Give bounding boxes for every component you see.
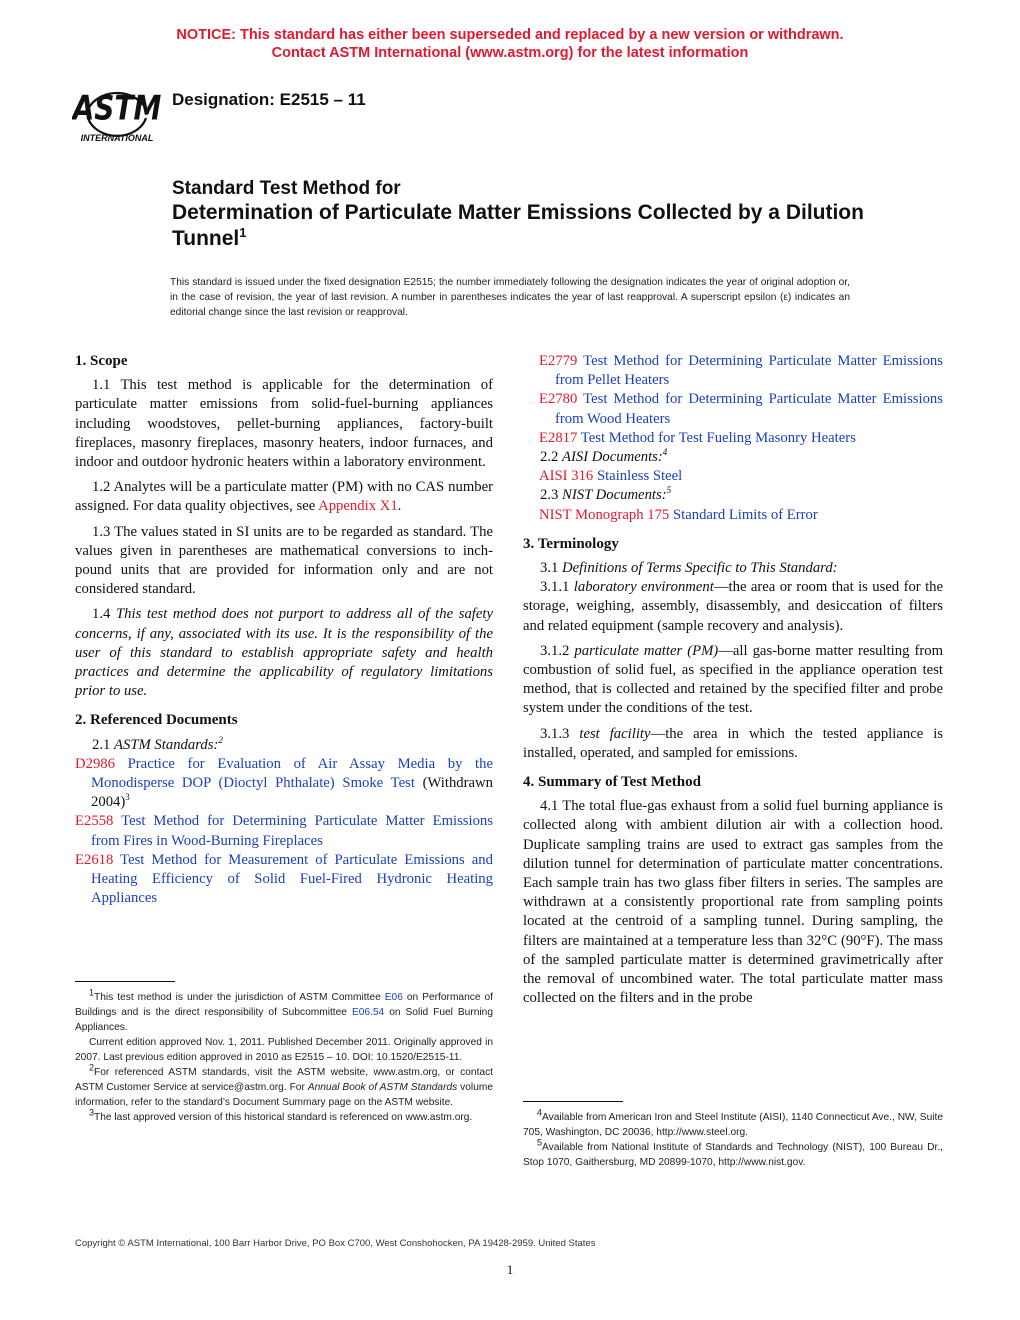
ref-code-d2986[interactable]: D2986: [75, 755, 115, 772]
section-4-heading: 4. Summary of Test Method: [523, 774, 701, 791]
title-line-2: Determination of Particulate Matter Emissions Collected by a Dilution Tunnel: [172, 201, 864, 250]
astm-standards-label: 2.1 ASTM Standards:$^2$: [92, 734, 223, 753]
ref-title-e2618[interactable]: Test Method for Measurement of Particulate Emissions and Heating Efficiency of Solid Fuel-Fired Hydronic Heating Appliances: [91, 851, 493, 907]
footnotes-left: [75, 987, 494, 1125]
notice-line-1: NOTICE: This standard has either been superseded and replaced by a new version or withdrawn.: [176, 27, 844, 43]
astm-logo-icon: [72, 74, 162, 144]
title-main: [172, 200, 872, 252]
ref-code-e2780[interactable]: E2780: [539, 391, 578, 408]
ref-title-e2779[interactable]: Test Method for Determining Particulate Matter Emissions from Pellet Heaters: [555, 353, 943, 389]
para-4-1: 4.1 The total flue-gas exhaust from a solid fuel burning appliance is collected along with ambient dilution air with a collection hood. Duplicate sampling trains are used to extract gas samples from the dilution tunnel for determination of particulate matter concentrations. Each sample train has two glass fiber filters in series. The samples are withdrawn at a consistently proportional rate from sampling points located at the centroid of a sampling tunnel. During sampling, the filters are maintained at a temperature less than 32°C (90°F). The mass of the sampled particulate matter is determined gravimetrically after the removal of uncombined water. The total particulate matter mass collected on the filters and in the probe: [523, 798, 943, 1007]
designation: Designation: E2515 – 11: [172, 90, 366, 109]
para-1-3: 1.3 The values stated in SI units are to be regarded as standard. The values given in parentheses are mathematical conversions to inch-pound units that are provided for information only and are not considered standard.: [75, 523, 493, 598]
ref-code-aisi-316[interactable]: AISI 316: [539, 468, 594, 485]
left-column: [75, 352, 493, 908]
ref-code-e2558[interactable]: E2558: [75, 813, 114, 830]
issuance-statement: This standard is issued under the fixed designation E2515; the number immediately following the designation indicates the year of original adoption or, in the case of revision, the year of last revision. A number in parentheses indicates the year of last reapproval. A superscript epsilon (ε) indicates an editorial change since the last revision or reapproval.: [170, 277, 850, 318]
nist-documents-label: 2.3 NIST Documents:$^5$: [540, 485, 672, 504]
appendix-x1-link[interactable]: Appendix X1: [318, 498, 398, 515]
ref-e2558: [75, 812, 493, 850]
para-1-4: 1.4 This test method does not purport to address all of the safety concerns, if any, associated with its use. It is the responsibility of the user of this standard to establish appropriate safety and health practices and determine the applicability of regulatory limitations prior to use.: [75, 606, 494, 700]
ref-code-e2618[interactable]: E2618: [75, 851, 114, 868]
ref-e2817: [523, 429, 943, 448]
footnote-rule-left: [75, 981, 175, 982]
ref-title-e2817[interactable]: Test Method for Test Fueling Masonry Heaters: [580, 429, 856, 446]
ref-title-aisi-316[interactable]: Stainless Steel: [596, 468, 683, 485]
footnote-3: $^3$The last approved version of this historical standard is referenced on www.astm.org.: [89, 1107, 473, 1123]
ref-title-nist-175[interactable]: Standard Limits of Error: [672, 506, 818, 523]
supersede-notice: [0, 26, 1020, 62]
ref-aisi-316: [523, 467, 943, 486]
title-footnote-mark[interactable]: 1: [239, 225, 247, 240]
footnote-1: $^1$This test method is under the jurisdiction of ASTM Committee E06 on Performance of Buildings and is the direct responsibility of Subcommittee E06.54 on Solid Fuel Burning Appliances.: [75, 987, 494, 1033]
section-3-heading: 3. Terminology: [523, 535, 619, 552]
para-3-1: 3.1 Definitions of Terms Specific to This Standard:: [540, 560, 838, 577]
svg-text:ASTM: ASTM: [72, 89, 162, 129]
page-number: 1: [506, 1262, 514, 1277]
footnote-4: $^4$Available from American Iron and Steel Institute (AISI), 1140 Connecticut Ave., NW, Suite 705, Washington, DC 20036, http://www.steel.org.: [523, 1107, 943, 1138]
footnote-2: $^2$For referenced ASTM standards, visit the ASTM website, www.astm.org, or contact ASTM Customer Service at service@astm.org. For Annual Book of ASTM Standards volume information, refer to the standard’s Document Summary page on the ASTM website.: [75, 1062, 494, 1108]
ref-e2780: [523, 390, 943, 428]
ref-e2779: [523, 352, 943, 390]
e06-54-link[interactable]: E06.54: [351, 1007, 385, 1018]
footnote-1-current-edition: Current edition approved Nov. 1, 2011. Published December 2011. Originally approved in 2007. Last previous edition approved in 2010 as E2515 – 10. DOI: 10.1520/E2515-11.: [75, 1037, 493, 1063]
ref-e2618: [75, 851, 493, 909]
footnotes-right: [523, 1107, 943, 1170]
para-3-1-2: 3.1.2 particulate matter (PM)—all gas-borne matter resulting from combustion of solid fuel, as specified in the appliance operation test method, that is collected and retained by the specified filter and probe system under the conditions of the test.: [523, 642, 943, 717]
title-line-1: Standard Test Method for: [172, 178, 401, 199]
notice-line-2: Contact ASTM International (www.astm.org) for the latest information: [271, 45, 749, 61]
footnote-5: $^5$Available from National Institute of Standards and Technology (NIST), 100 Bureau Dr., Stop 1070, Gaithersburg, MD 20899-1070, http://www.nist.gov.: [523, 1137, 943, 1168]
ref-title-e2780[interactable]: Test Method for Determining Particulate Matter Emissions from Wood Heaters: [555, 391, 943, 427]
section-2-heading: 2. Referenced Documents: [75, 712, 238, 729]
svg-text:INTERNATIONAL: INTERNATIONAL: [80, 133, 154, 143]
ref-nist-175: [523, 506, 943, 525]
ref-code-nist-175[interactable]: NIST Monograph 175: [539, 506, 670, 523]
ref-code-e2779[interactable]: E2779: [539, 353, 578, 369]
right-column: [523, 352, 943, 1009]
ref-d2986: D2986 Practice for Evaluation of Air Assay Media by the Monodisperse DOP (Dioctyl Phthalate) Smoke Test (Withdrawn 2004)$^3$: [75, 755, 494, 811]
ref-code-e2817[interactable]: E2817: [539, 429, 578, 446]
e06-link[interactable]: E06: [384, 992, 403, 1003]
para-3-1-1: 3.1.1 laboratory environment—the area or room that is used for the storage, weighing, assembly, disassembly, and desiccation of filters and related equipment (sample recovery and analysis).: [523, 579, 944, 634]
section-1-heading: 1. Scope: [75, 353, 128, 369]
ref-title-e2558[interactable]: Test Method for Determining Particulate Matter Emissions from Fires in Wood-Burning Fireplaces: [91, 813, 493, 849]
footnote-rule-right: [523, 1101, 623, 1102]
para-1-2: 1.2 Analytes will be a particulate matter (PM) with no CAS number assigned. For data quality objectives, see Appendix X1.: [75, 479, 493, 515]
para-1-1: 1.1 This test method is applicable for the determination of particulate matter emissions from solid-fuel-burning appliances including woodstoves, pellet-burning appliances, factory-built fireplaces, masonry fireplaces, masonry heaters, indoor furnaces, and indoor and outdoor hydronic heaters within a laboratory environment.: [75, 377, 493, 471]
ref-title-d2986[interactable]: Practice for Evaluation of Air Assay Media by the Monodisperse DOP (Dioctyl Phthalate) Smoke Test: [91, 755, 494, 792]
para-3-1-3: 3.1.3 test facility—the area in which the tested appliance is installed, operated, and sampled for emissions.: [523, 725, 943, 761]
copyright-line: Copyright © ASTM International, 100 Barr Harbor Drive, PO Box C700, West Conshohocken, PA 19428-2959. United States: [75, 1238, 596, 1249]
aisi-documents-label: 2.2 AISI Documents:$^4$: [540, 447, 668, 466]
